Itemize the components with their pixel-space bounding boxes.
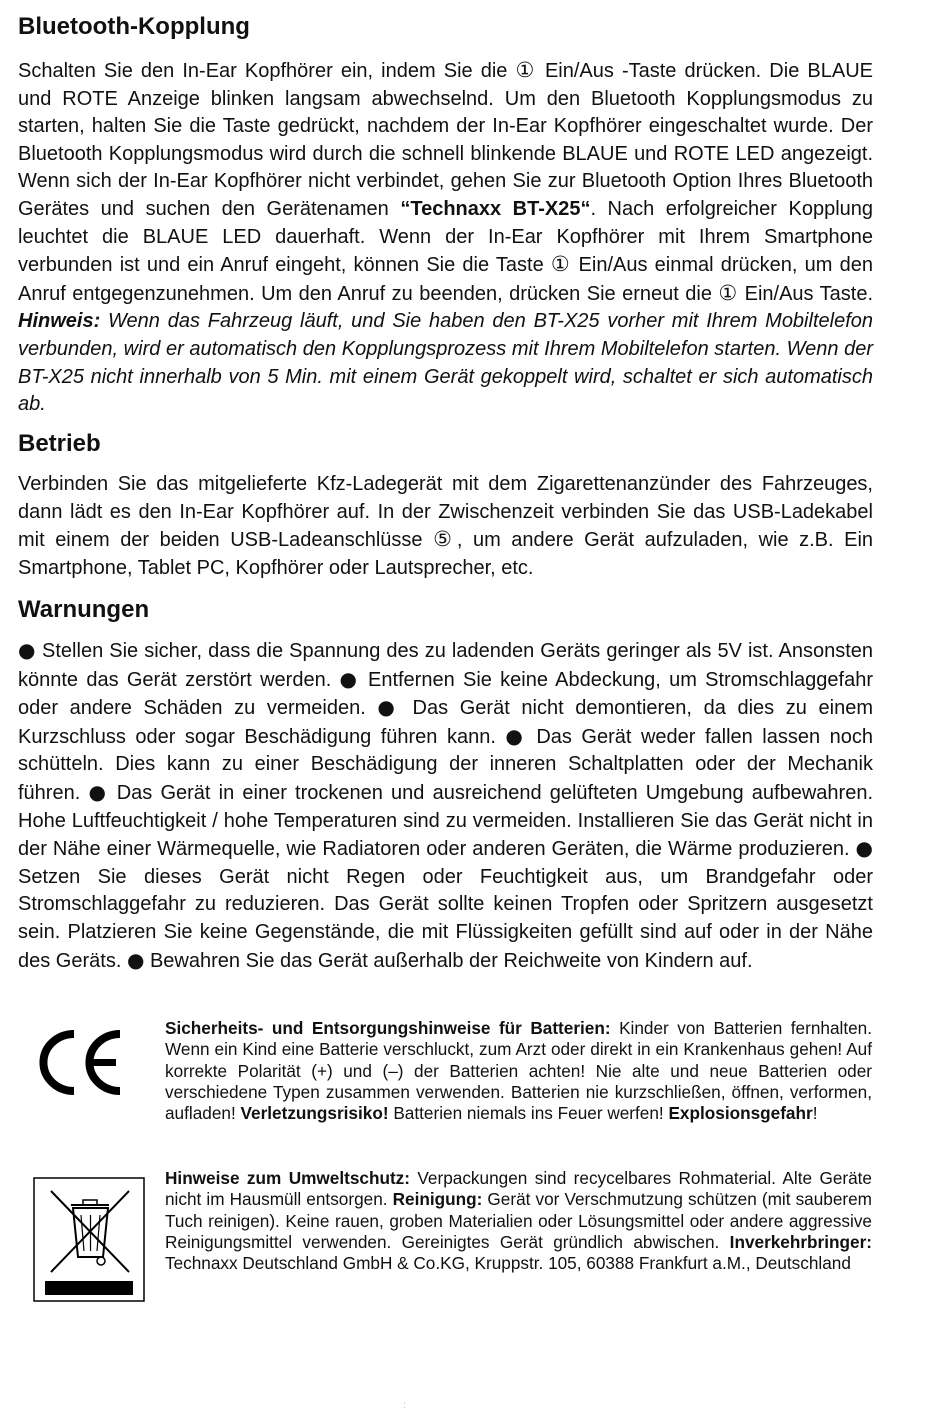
hint-label: Hinweis: (18, 310, 101, 333)
bullet-icon: ● (88, 779, 109, 804)
port-number-5: ⑤ (433, 527, 457, 552)
bullet-icon: ● (505, 723, 527, 748)
bullet-icon: ● (18, 638, 36, 662)
warning-item: Das Gerät nicht demontieren, da dies zu einem Kurzschluss oder sogar Beschädigung führen kann. (18, 697, 873, 748)
paragraph-warnungen (18, 637, 873, 975)
bullet-icon: ● (339, 666, 360, 691)
warning-item: Entfernen Sie keine Abdeckung, um Stromschlaggefahr oder andere Schäden zu vermeiden. (18, 668, 873, 720)
paragraph-betrieb: Verbinden Sie das mitgelieferte Kfz-Ladegerät mit dem Zigarettenanzünder des Fahrzeuges, dann lädt es den In-Ear Kopfhörer auf. In der Zwischenzeit verbinden Sie das USB-Ladekabel mit einem der beiden USB-Ladeanschlüsse ⑤, um andere Gerät aufzuladen, wie z.B. Ein Smartphone, Tablet PC, Kopfhörer oder Lautsprecher, etc. (18, 473, 874, 579)
button-number-1: ① (515, 58, 537, 82)
crossed-out-bin-icon (33, 1177, 145, 1302)
device-name: “Technaxx BT-X25“ (400, 197, 591, 220)
hint-text: Wenn das Fahrzeug läuft, und Sie haben den BT-X25 vorher mit Ihrem Mobiltelefon verbunden, wird er automatisch den Kopplungsprozess mit Ihrem Mobiltelefon starten. Wenn der BT-X25 nicht innerhalb von 5 Min. mit einem Gerät gekoppelt wird, schaltet er sich automatisch ab. (18, 310, 873, 416)
warning-item: Stellen Sie sicher, dass die Spannung des zu ladenden Geräts geringer als 5V ist. Ansonsten könnte das Gerät zerstört werden. (18, 640, 873, 691)
button-number-1: ① (718, 280, 739, 305)
bullet-icon: ● (855, 836, 873, 861)
warning-item: Das Gerät weder fallen lassen noch schütteln. Dies kann zu einer Beschädigung der inneren Schaltplatten oder der Mechanik führen. (18, 725, 873, 804)
bullet-icon: ● (377, 695, 401, 720)
environment-notice: Hinweise zum Umweltschutz: Verpackungen sind recycelbares Rohmaterial. Alte Geräte nicht im Hausmüll entsorgen. Reinigung: Gerät vor Verschmutzung schützen (mit sauberem Tuch reinigen). Keine rauen, groben Materialien oder Lösungsmittel oder andere aggressive Reinigungsmittel verwenden. Gereinigtes Gerät gründlich abwischen. Inverkehrbringer: Technaxx Deutschland GmbH & Co.KG, Kruppstr. 105, 60388 Frankfurt a.M., Deutschland (165, 1168, 872, 1274)
warning-item: Setzen Sie dieses Gerät nicht Regen oder Feuchtigkeit aus, um Brandgefahr oder Stromschlaggefahr zu reduzieren. Das Gerät sollte keinen Tropfen oder Spritzern ausgesetzt sein. Platzieren Sie keine Gegenstände, die mit Flüssigkeiten gefüllt sind auf oder in der Nähe des Geräts. (18, 865, 873, 972)
ce-mark-icon (34, 1025, 126, 1100)
heading-warnungen: Warnungen (18, 596, 150, 623)
paragraph-bluetooth-kopplung: Schalten Sie den In-Ear Kopfhörer ein, indem Sie die ① Ein/Aus -Taste drücken. Die BLAUE und ROTE Anzeige blinken langsam abwechselnd. Um den Bluetooth Kopplungsmodus zu starten, halten Sie die Taste gedrückt, nachdem der In-Ear Kopfhörer eingeschaltet wurde. Der Bluetooth Kopplungsmodus wird durch die schnell blinkende BLAUE und ROTE LED angezeigt. Wenn sich der In-Ear Kopfhörer nicht verbindet, gehen Sie zur Bluetooth Option Ihres Bluetooth Gerätes und suchen den Gerätenamen “Technaxx BT-X25“. Nach erfolgreicher Kopplung leuchtet die BLAUE LED dauerhaft. Wenn der In-Ear Kopfhörer mit Ihrem Smartphone verbunden ist und ein Anruf eingeht, können Sie die Taste ① Ein/Aus einmal drücken, um den Anruf entgegenzunehmen. Um den Anruf zu beenden, drücken Sie erneut die ① Ein/Aus Taste. Hinweis: Wenn das Fahrzeug läuft, und Sie haben den BT-X25 vorher mit Ihrem Mobiltelefon verbunden, wird er automatisch den Kopplungsprozess mit Ihrem Mobiltelefon starten. Wenn der BT-X25 nicht innerhalb von 5 Min. mit einem Gerät gekoppelt wird, schaltet er sich automatisch ab. (18, 58, 874, 416)
warning-item: Bewahren Sie das Gerät außerhalb der Reichweite von Kindern auf. (144, 949, 753, 972)
battery-safety-notice: Sicherheits- und Entsorgungshinweise für Batterien: Kinder von Batterien fernhalten. Wenn ein Kind eine Batterie verschluckt, zum Arzt oder direkt in ein Krankenhaus gehen! Auf korrekte Polarität (+) und (–) der Batterien achten! Nie alte und neue Batterien oder verschiedene Typen zusammen verwenden. Batterien nie kurzschließen, öffnen, verformen, aufladen! Verletzungsrisiko! Batterien niemals ins Feuer werfen! Explosionsgefahr! (165, 1018, 872, 1124)
page-mark: : (403, 1400, 406, 1411)
bullet-icon: ● (126, 947, 145, 972)
warning-item: Das Gerät in einer trockenen und ausreichend gelüfteten Umgebung aufbewahren. Hohe Luftfeuchtigkeit / hohe Temperaturen sind zu vermeiden. Installieren Sie das Gerät nicht in der Nähe einer Wärmequelle, wie Radiatoren oder anderen Geräten, die Wärme produzieren. (18, 781, 873, 861)
heading-betrieb: Betrieb (18, 430, 101, 457)
button-number-1: ① (550, 252, 572, 277)
heading-bluetooth-kopplung: Bluetooth-Kopplung (18, 13, 250, 40)
